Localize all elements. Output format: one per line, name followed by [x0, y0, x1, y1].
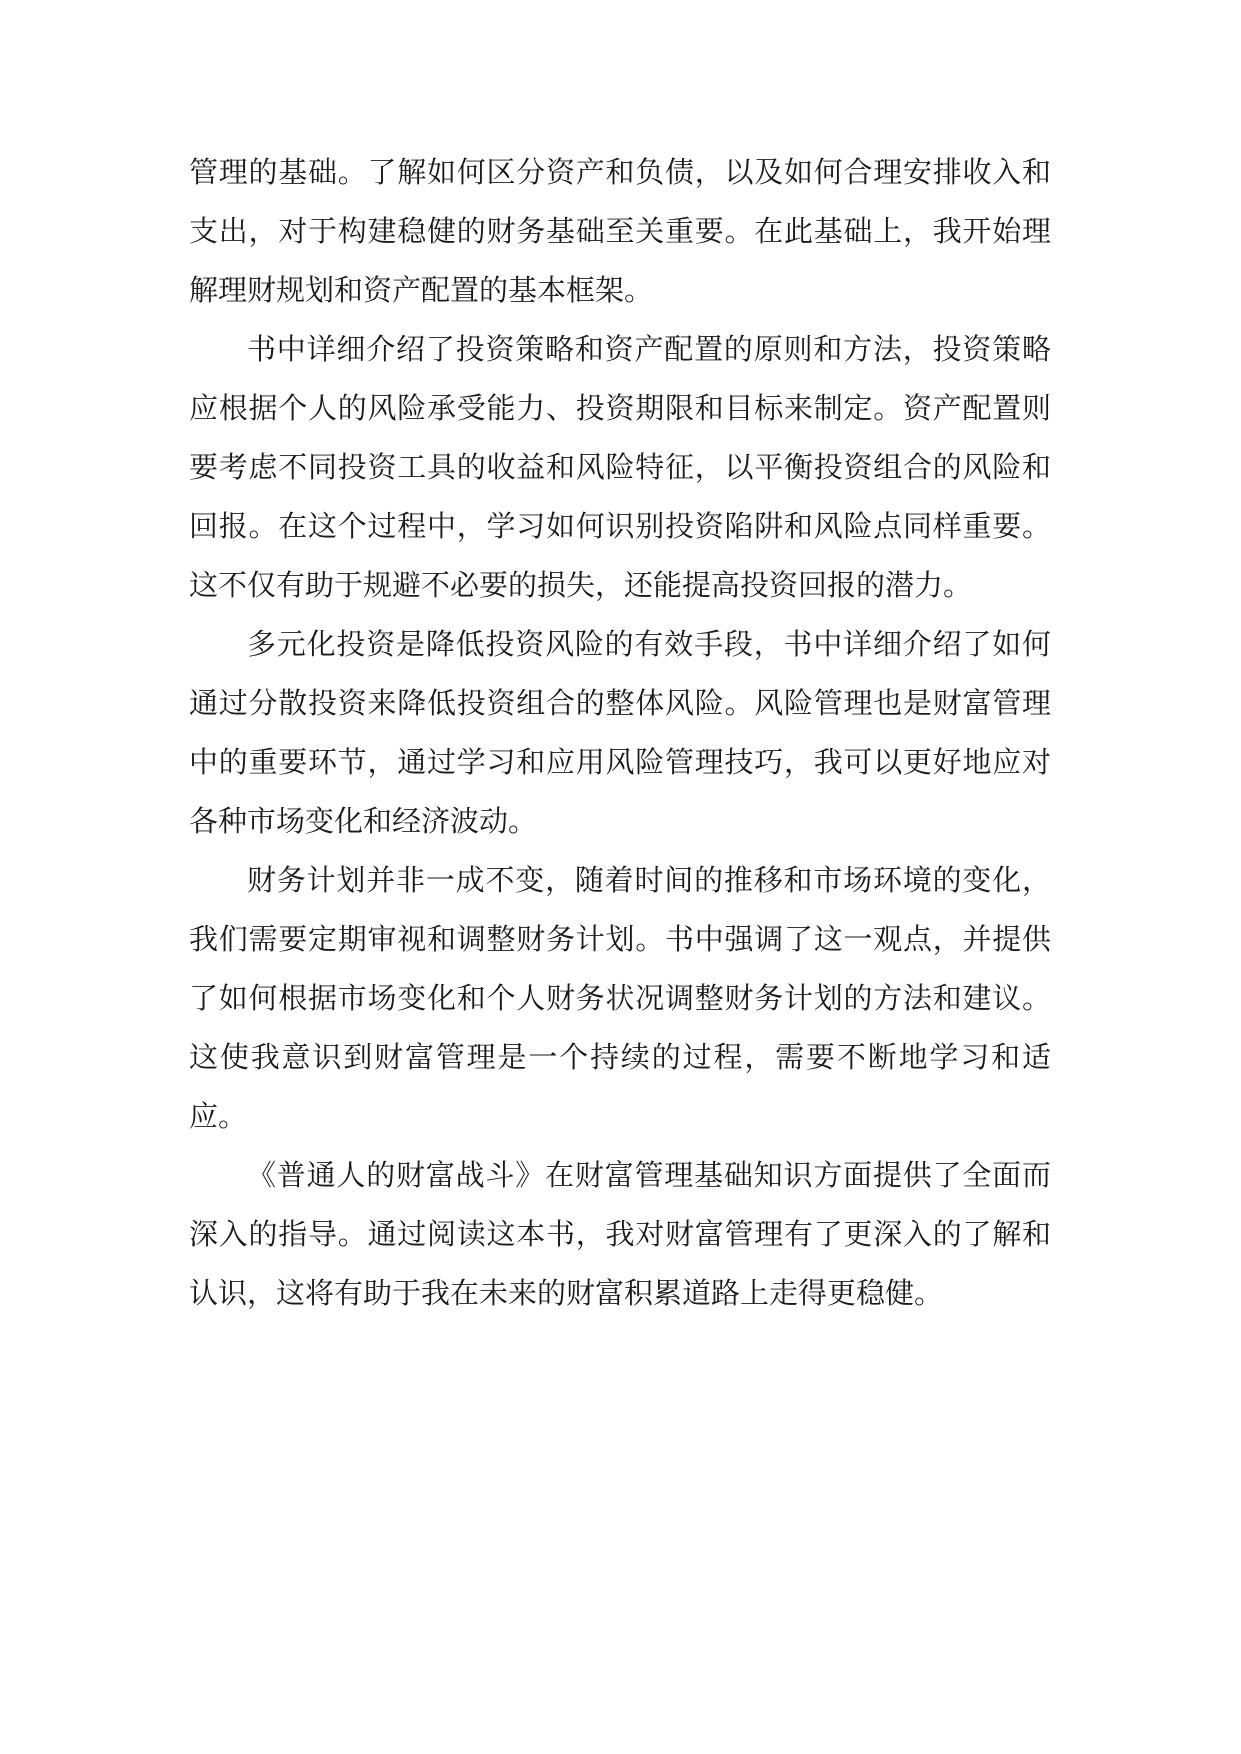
paragraph: 多元化投资是降低投资风险的有效手段，书中详细介绍了如何通过分散投资来降低投资组合的整体风险。风险管理也是财富管理中的重要环节，通过学习和应用风险管理技巧，我可以更好地应对各种市场变化和经济波动。 — [189, 627, 1051, 838]
body-text — [189, 143, 1051, 1323]
paragraph: 《普通人的财富战斗》在财富管理基础知识方面提供了全面而深入的指导。通过阅读这本书，我对财富管理有了更深入的了解和认识，这将有助于我在未来的财富积累道路上走得更稳健。 — [189, 1158, 1051, 1310]
paragraph: 书中详细介绍了投资策略和资产配置的原则和方法，投资策略应根据个人的风险承受能力、投资期限和目标来制定。资产配置则要考虑不同投资工具的收益和风险特征，以平衡投资组合的风险和回报。在这个过程中，学习如何识别投资陷阱和风险点同样重要。这不仅有助于规避不必要的损失，还能提高投资回报的潜力。 — [189, 332, 1051, 602]
paragraph: 管理的基础。了解如何区分资产和负债，以及如何合理安排收入和支出，对于构建稳健的财务基础至关重要。在此基础上，我开始理解理财规划和资产配置的基本框架。 — [189, 155, 1051, 307]
paragraph: 财务计划并非一成不变，随着时间的推移和市场环境的变化，我们需要定期审视和调整财务计划。书中强调了这一观点，并提供了如何根据市场变化和个人财务状况调整财务计划的方法和建议。这使我意识到财富管理是一个持续的过程，需要不断地学习和适应。 — [189, 863, 1051, 1133]
